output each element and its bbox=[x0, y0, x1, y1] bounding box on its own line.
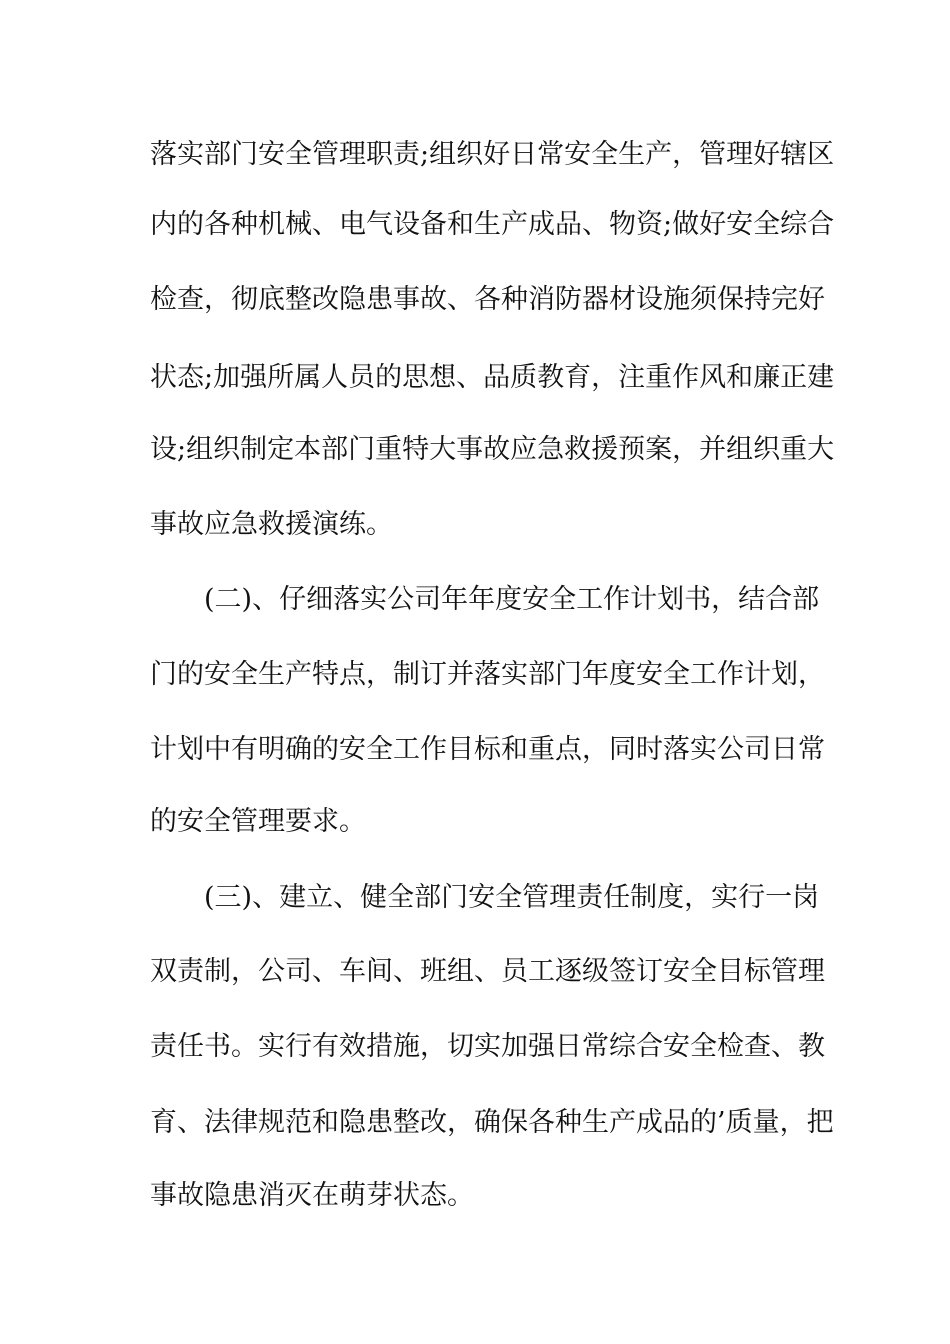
text-line: 育、法律规范和隐患整改，确保各种生产成品的’质量，把 bbox=[150, 1107, 834, 1138]
text-line: 责任书。实行有效措施，切实加强日常综合安全检查、教 bbox=[150, 1031, 825, 1062]
text-line: 检查，彻底整改隐患事故、各种消防器材设施须保持完好 bbox=[150, 284, 825, 315]
text-line: (二)、仔细落实公司年年度安全工作计划书，结合部 bbox=[204, 584, 820, 615]
text-line: 双责制，公司、车间、班组、员工逐级签订安全目标管理 bbox=[150, 956, 825, 987]
text-line: 落实部门安全管理职责;组织好日常安全生产，管理好辖区 bbox=[150, 139, 835, 170]
text-line: 的安全管理要求。 bbox=[150, 806, 366, 837]
text-line: 事故隐患消灭在萌芽状态。 bbox=[150, 1180, 474, 1211]
text-line: 事故应急救援演练。 bbox=[150, 509, 393, 540]
text-line: 状态;加强所属人员的思想、品质教育，注重作风和廉正建 bbox=[150, 362, 835, 393]
text-line: 设;组织制定本部门重特大事故应急救援预案，并组织重大 bbox=[150, 434, 835, 465]
text-line: 内的各种机械、电气设备和生产成品、物资;做好安全综合 bbox=[150, 209, 835, 240]
text-line: 门的安全生产特点，制订并落实部门年度安全工作计划， bbox=[150, 659, 825, 690]
text-line: 计划中有明确的安全工作目标和重点，同时落实公司日常 bbox=[150, 734, 825, 765]
text-line: (三)、建立、健全部门安全管理责任制度，实行一岗 bbox=[204, 882, 820, 913]
